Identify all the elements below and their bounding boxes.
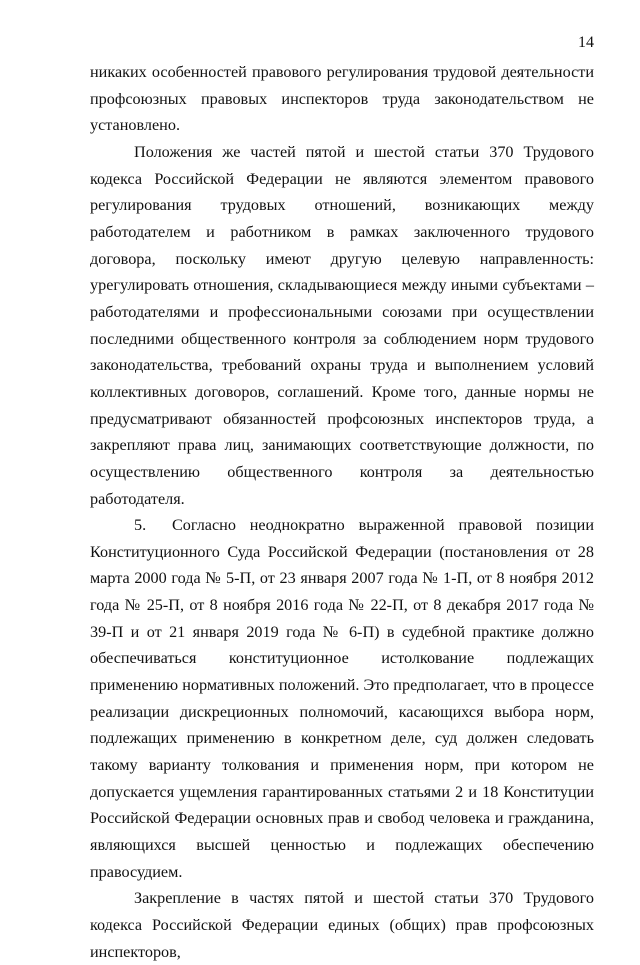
paragraph-item-5 <box>90 512 594 885</box>
paragraph-continuation: никаких особенностей правового регулирования трудовой деятельности профсоюзных правовых инспекторов труда законодательством не установлено. <box>90 63 594 135</box>
paragraph-union-inspectors-rights: Закрепление в частях пятой и шестой статьи 370 Трудового кодекса Российской Федерации единых (общих) прав профсоюзных инспекторов, <box>90 889 594 961</box>
paragraph-article-370-provisions: Положения же частей пятой и шестой статьи 370 Трудового кодекса Российской Федерации не являются элементом правового регулирования трудовых отношений, возникающих между работодателем и работником в рамках заключенного трудового договора, поскольку имеют другую целевую направленность: урегулировать отношения, складывающиеся между иными субъектами – работодателями и профессиональными союзами при осуществлении последними общественного контроля за соблюдением норм трудового законодательства, требований охраны труда и выполнением условий коллективных договоров, соглашений. Кроме того, данные нормы не предусматривают обязанностей профсоюзных инспекторов труда, а закрепляют права лиц, занимающих соответствующие должности, по осуществлению общественного контроля за деятельностью работодателя. <box>90 142 594 508</box>
document-body <box>90 59 594 965</box>
page-number: 14 <box>578 34 594 51</box>
paragraph-item-5-text: Согласно неоднократно выраженной правовой позиции Конституционного Суда Российской Федерации (постановления от 28 марта 2000 года № 5-П, от 23 января 2007 года № 1-П, от 8 ноября 2012 года № 25-П, от 8 ноября 2016 года № 22-П, от 8 декабря 2017 года № 39-П и от 21 января 2019 года № 6-П) в судебной практике должно обеспечиваться конституционное истолкование подлежащих применению нормативных положений. Это предполагает, что в процессе реализации дискреционных полномочий, касающихся выбора норм, подлежащих применению в конкретном деле, суд должен следовать такому варианту толкования и применения норм, при котором не допускается ущемления гарантированных статьями 2 и 18 Конституции Российской Федерации основных прав и свобод человека и гражданина, являющихся высшей ценностью и подлежащих обеспечению правосудием. <box>90 516 594 881</box>
item-number: 5. <box>134 516 147 535</box>
